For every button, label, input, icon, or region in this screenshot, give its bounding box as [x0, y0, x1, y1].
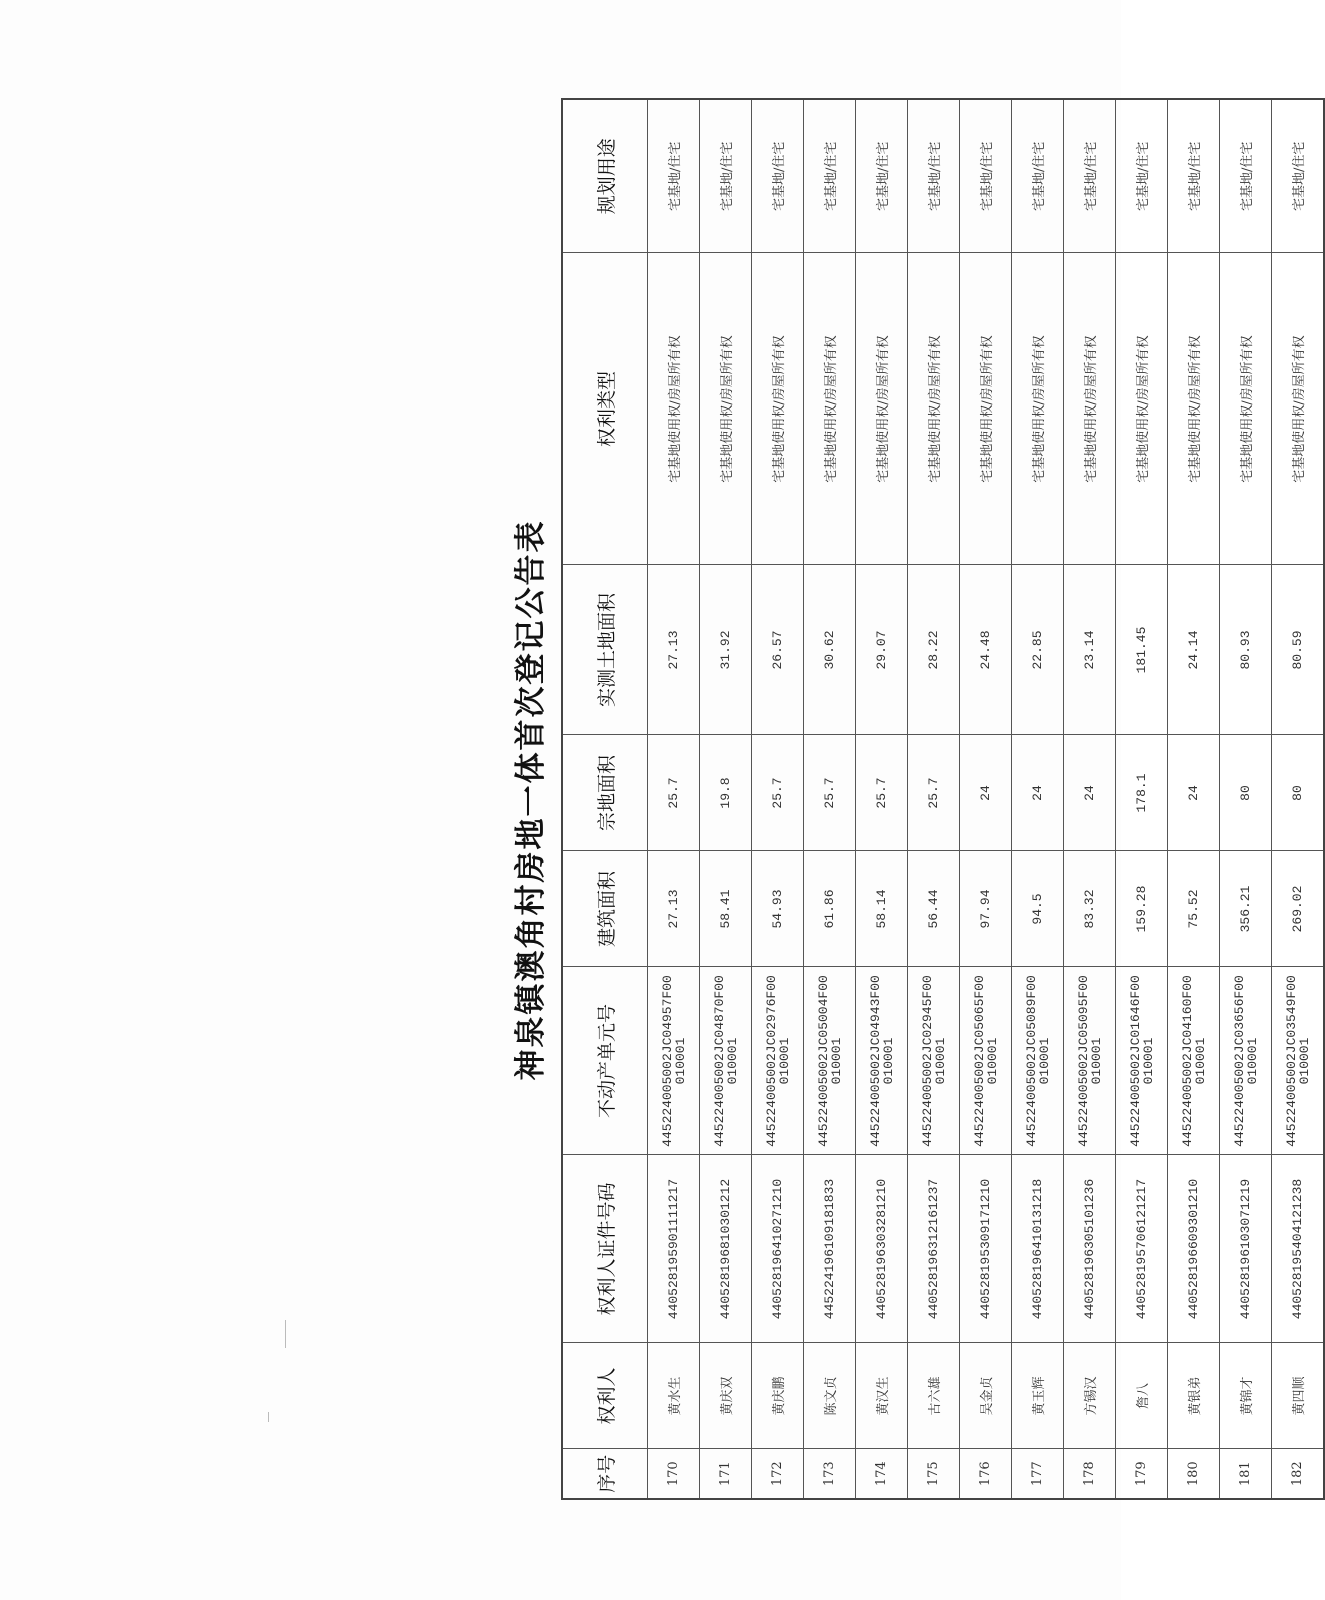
- header-unit-number: 不动产单元号: [562, 967, 648, 1155]
- registration-table: [561, 98, 1325, 1500]
- header-right-type: 权利类型: [562, 253, 648, 565]
- cell-planned-use: 宅基地/住宅: [1271, 99, 1324, 253]
- cell-unit-number: 445224005002JC04943F00010001: [855, 967, 907, 1155]
- announcement-sheet: [501, 100, 1311, 1500]
- table-row: [1271, 99, 1324, 1499]
- table-row: [699, 99, 751, 1499]
- table-row: [1167, 99, 1219, 1499]
- cell-parcel-area: 25.7: [907, 735, 959, 851]
- cell-id-number: 440528196312161237: [907, 1155, 959, 1343]
- cell-owner: 方锡汉: [1063, 1343, 1115, 1449]
- cell-id-number: 440528196810301212: [699, 1155, 751, 1343]
- cell-planned-use: 宅基地/住宅: [1011, 99, 1063, 253]
- cell-unit-number: 445224005002JC05065F00010001: [959, 967, 1011, 1155]
- cell-seq: 179: [1115, 1449, 1167, 1499]
- cell-owner: 黄玉辉: [1011, 1343, 1063, 1449]
- cell-right-type: 宅基地使用权/房屋所有权: [1271, 253, 1324, 565]
- cell-id-number: 440528196305101236: [1063, 1155, 1115, 1343]
- header-id-number: 权利人证件号码: [562, 1155, 648, 1343]
- cell-measured-area: 28.22: [907, 565, 959, 735]
- cell-measured-area: 26.57: [751, 565, 803, 735]
- cell-building-area: 58.14: [855, 851, 907, 967]
- table-row: [751, 99, 803, 1499]
- cell-seq: 178: [1063, 1449, 1115, 1499]
- header-building-area: 建筑面积: [562, 851, 648, 967]
- cell-measured-area: 181.45: [1115, 565, 1167, 735]
- cell-seq: 173: [803, 1449, 855, 1499]
- cell-planned-use: 宅基地/住宅: [751, 99, 803, 253]
- cell-measured-area: 24.48: [959, 565, 1011, 735]
- cell-id-number: 440528196609301210: [1167, 1155, 1219, 1343]
- cell-planned-use: 宅基地/住宅: [1219, 99, 1271, 253]
- header-owner: 权利人: [562, 1343, 648, 1449]
- cell-id-number: 440528195706121217: [1115, 1155, 1167, 1343]
- cell-seq: 181: [1219, 1449, 1271, 1499]
- cell-planned-use: 宅基地/住宅: [647, 99, 699, 253]
- header-parcel-area: 宗地面积: [562, 735, 648, 851]
- cell-owner: 黄锦才: [1219, 1343, 1271, 1449]
- cell-unit-number: 445224005002JC02945F00010001: [907, 967, 959, 1155]
- table-row: [959, 99, 1011, 1499]
- cell-right-type: 宅基地使用权/房屋所有权: [751, 253, 803, 565]
- cell-owner: 陈文贞: [803, 1343, 855, 1449]
- cell-right-type: 宅基地使用权/房屋所有权: [1115, 253, 1167, 565]
- header-planned-use: 规划用途: [562, 99, 648, 253]
- cell-parcel-area: 19.8: [699, 735, 751, 851]
- cell-right-type: 宅基地使用权/房屋所有权: [855, 253, 907, 565]
- header-measured-area: 实测土地面积: [562, 565, 648, 735]
- cell-seq: 177: [1011, 1449, 1063, 1499]
- cell-measured-area: 24.14: [1167, 565, 1219, 735]
- cell-building-area: 54.93: [751, 851, 803, 967]
- cell-seq: 172: [751, 1449, 803, 1499]
- cell-right-type: 宅基地使用权/房屋所有权: [959, 253, 1011, 565]
- cell-building-area: 56.44: [907, 851, 959, 967]
- cell-measured-area: 23.14: [1063, 565, 1115, 735]
- cell-building-area: 356.21: [1219, 851, 1271, 967]
- cell-owner: 古六雄: [907, 1343, 959, 1449]
- cell-measured-area: 27.13: [647, 565, 699, 735]
- cell-parcel-area: 25.7: [751, 735, 803, 851]
- cell-unit-number: 445224005002JC04870F00010001: [699, 967, 751, 1155]
- cell-building-area: 94.5: [1011, 851, 1063, 967]
- cell-id-number: 440528195404121238: [1271, 1155, 1324, 1343]
- cell-parcel-area: 24: [1063, 735, 1115, 851]
- cell-building-area: 61.86: [803, 851, 855, 967]
- cell-seq: 175: [907, 1449, 959, 1499]
- cell-planned-use: 宅基地/住宅: [803, 99, 855, 253]
- cell-right-type: 宅基地使用权/房屋所有权: [1011, 253, 1063, 565]
- cell-owner: 黄庆鹏: [751, 1343, 803, 1449]
- cell-id-number: 440528195901111217: [647, 1155, 699, 1343]
- cell-building-area: 269.02: [1271, 851, 1324, 967]
- cell-owner: 黄银弟: [1167, 1343, 1219, 1449]
- cell-seq: 174: [855, 1449, 907, 1499]
- cell-measured-area: 29.07: [855, 565, 907, 735]
- cell-unit-number: 445224005002JC05089F00010001: [1011, 967, 1063, 1155]
- cell-seq: 176: [959, 1449, 1011, 1499]
- cell-unit-number: 445224005002JC05095F00010001: [1063, 967, 1115, 1155]
- cell-owner: 黄四顺: [1271, 1343, 1324, 1449]
- cell-unit-number: 445224005002JC04160F00010001: [1167, 967, 1219, 1155]
- cell-parcel-area: 24: [1011, 735, 1063, 851]
- cell-right-type: 宅基地使用权/房屋所有权: [1063, 253, 1115, 565]
- table-row: [647, 99, 699, 1499]
- cell-right-type: 宅基地使用权/房屋所有权: [1219, 253, 1271, 565]
- table-row: [803, 99, 855, 1499]
- cell-right-type: 宅基地使用权/房屋所有权: [803, 253, 855, 565]
- table-row: [1011, 99, 1063, 1499]
- table-row: [1063, 99, 1115, 1499]
- cell-unit-number: 445224005002JC04957F00010001: [647, 967, 699, 1155]
- cell-planned-use: 宅基地/住宅: [1115, 99, 1167, 253]
- table-row: [855, 99, 907, 1499]
- cell-building-area: 83.32: [1063, 851, 1115, 967]
- table-body: [647, 99, 1324, 1499]
- cell-building-area: 97.94: [959, 851, 1011, 967]
- cell-planned-use: 宅基地/住宅: [1063, 99, 1115, 253]
- cell-id-number: 440528196103071219: [1219, 1155, 1271, 1343]
- cell-measured-area: 31.92: [699, 565, 751, 735]
- cell-seq: 182: [1271, 1449, 1324, 1499]
- document-title: 神泉镇澳角村房地一体首次登记公告表: [512, 519, 549, 1081]
- cell-measured-area: 80.93: [1219, 565, 1271, 735]
- cell-parcel-area: 24: [959, 735, 1011, 851]
- cell-unit-number: 445224005002JC03549F00010001: [1271, 967, 1324, 1155]
- cell-seq: 180: [1167, 1449, 1219, 1499]
- cell-id-number: 440528196303281210: [855, 1155, 907, 1343]
- scan-mark: [285, 1320, 286, 1348]
- cell-building-area: 58.41: [699, 851, 751, 967]
- cell-measured-area: 80.59: [1271, 565, 1324, 735]
- table-header-row: [562, 99, 648, 1499]
- table-row: [1115, 99, 1167, 1499]
- cell-unit-number: 445224005002JC05004F00010001: [803, 967, 855, 1155]
- cell-parcel-area: 25.7: [803, 735, 855, 851]
- cell-unit-number: 445224005002JC03656F00010001: [1219, 967, 1271, 1155]
- cell-parcel-area: 24: [1167, 735, 1219, 851]
- cell-right-type: 宅基地使用权/房屋所有权: [699, 253, 751, 565]
- cell-id-number: 440528196410131218: [1011, 1155, 1063, 1343]
- header-seq: 序号: [562, 1449, 648, 1499]
- table-row: [907, 99, 959, 1499]
- cell-owner: 黄水生: [647, 1343, 699, 1449]
- cell-building-area: 159.28: [1115, 851, 1167, 967]
- cell-measured-area: 30.62: [803, 565, 855, 735]
- cell-seq: 170: [647, 1449, 699, 1499]
- cell-right-type: 宅基地使用权/房屋所有权: [1167, 253, 1219, 565]
- cell-parcel-area: 178.1: [1115, 735, 1167, 851]
- cell-parcel-area: 80: [1271, 735, 1324, 851]
- cell-right-type: 宅基地使用权/房屋所有权: [647, 253, 699, 565]
- cell-owner: 黄庆双: [699, 1343, 751, 1449]
- table-row: [1219, 99, 1271, 1499]
- cell-owner: 吴金贞: [959, 1343, 1011, 1449]
- cell-id-number: 445224196109181833: [803, 1155, 855, 1343]
- cell-parcel-area: 25.7: [855, 735, 907, 851]
- cell-planned-use: 宅基地/住宅: [699, 99, 751, 253]
- cell-seq: 171: [699, 1449, 751, 1499]
- cell-id-number: 440528195309171210: [959, 1155, 1011, 1343]
- cell-building-area: 75.52: [1167, 851, 1219, 967]
- cell-planned-use: 宅基地/住宅: [907, 99, 959, 253]
- cell-planned-use: 宅基地/住宅: [959, 99, 1011, 253]
- cell-id-number: 440528196410271210: [751, 1155, 803, 1343]
- cell-parcel-area: 25.7: [647, 735, 699, 851]
- cell-owner: 黄汉生: [855, 1343, 907, 1449]
- cell-parcel-area: 80: [1219, 735, 1271, 851]
- cell-planned-use: 宅基地/住宅: [1167, 99, 1219, 253]
- cell-unit-number: 445224005002JC02976F00010001: [751, 967, 803, 1155]
- cell-planned-use: 宅基地/住宅: [855, 99, 907, 253]
- scan-mark: [268, 1412, 269, 1422]
- cell-owner: 詹八: [1115, 1343, 1167, 1449]
- cell-measured-area: 22.85: [1011, 565, 1063, 735]
- cell-unit-number: 445224005002JC01646F00010001: [1115, 967, 1167, 1155]
- cell-building-area: 27.13: [647, 851, 699, 967]
- cell-right-type: 宅基地使用权/房屋所有权: [907, 253, 959, 565]
